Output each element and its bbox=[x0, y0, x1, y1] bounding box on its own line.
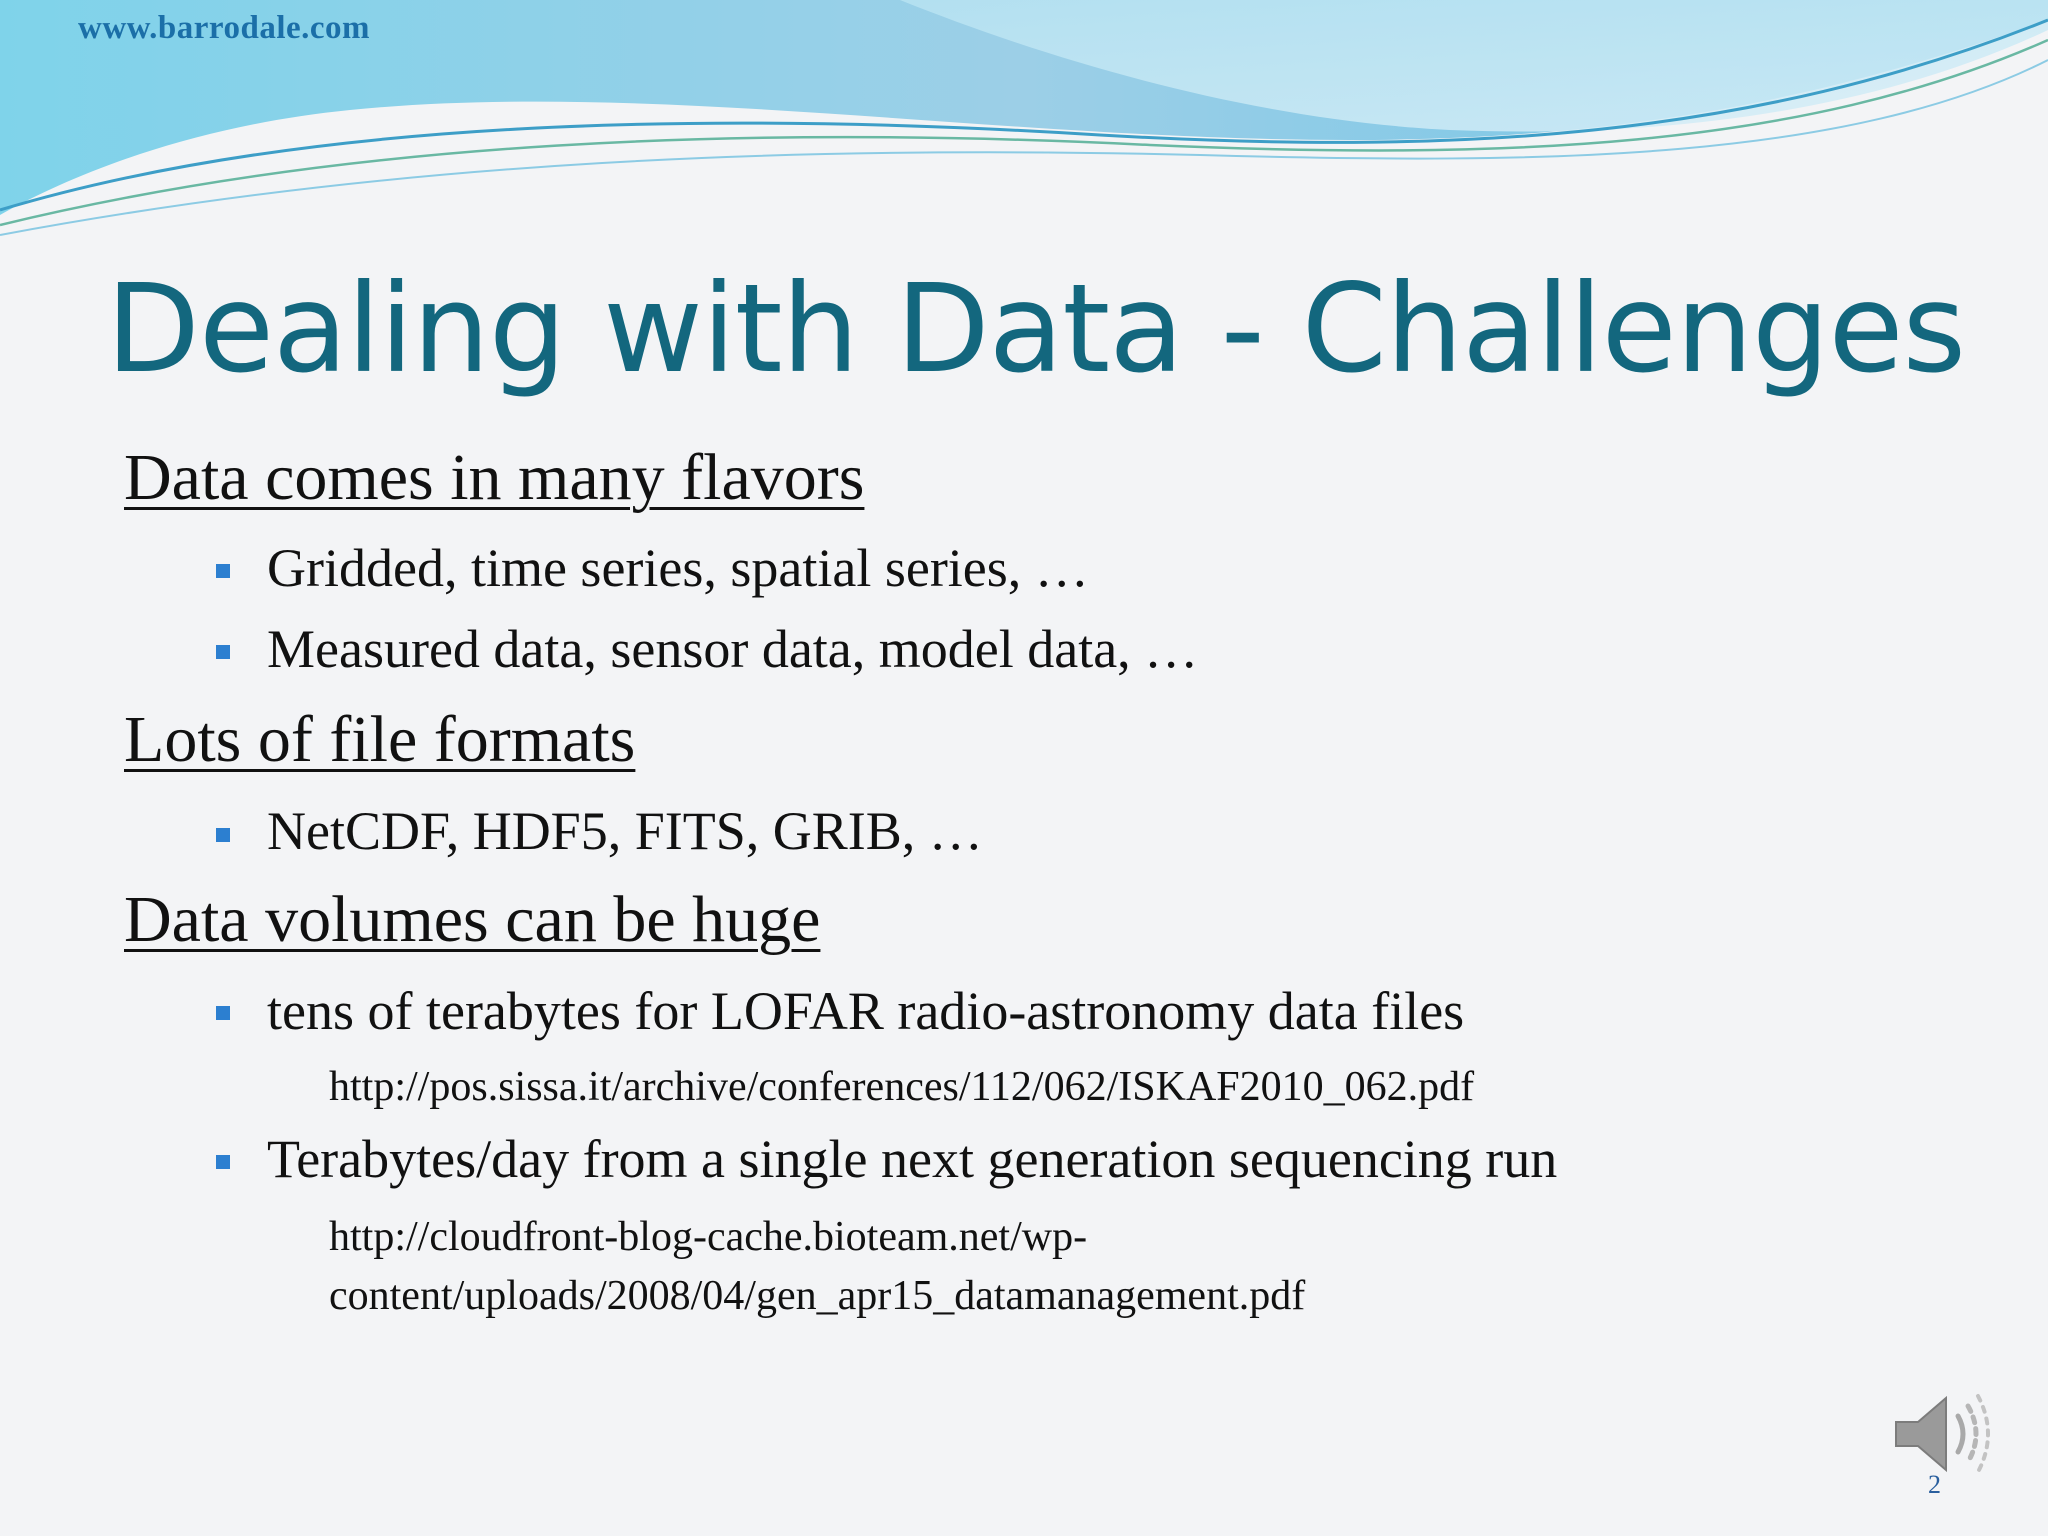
site-url-link[interactable]: www.barrodale.com bbox=[78, 10, 371, 46]
bullet-item: Gridded, time series, spatial series, … bbox=[267, 538, 1089, 598]
reference-link[interactable]: content/uploads/2008/04/gen_apr15_datamanagement.pdf bbox=[329, 1273, 1306, 1319]
reference-link[interactable]: http://pos.sissa.it/archive/conferences/112/062/ISKAF2010_062.pdf bbox=[329, 1064, 1475, 1110]
section-heading-data-volumes: Data volumes can be huge bbox=[124, 883, 821, 956]
square-bullet-icon bbox=[216, 1155, 230, 1169]
page-number: 2 bbox=[1928, 1470, 1941, 1499]
bullet-item: NetCDF, HDF5, FITS, GRIB, … bbox=[267, 801, 983, 861]
reference-link[interactable]: http://cloudfront-blog-cache.bioteam.net/wp- bbox=[329, 1214, 1088, 1260]
speaker-icon[interactable] bbox=[1888, 1382, 2000, 1494]
bullet-item: Terabytes/day from a single next generation sequencing run bbox=[267, 1129, 1558, 1189]
square-bullet-icon bbox=[216, 645, 230, 659]
square-bullet-icon bbox=[216, 564, 230, 578]
square-bullet-icon bbox=[216, 828, 230, 842]
section-heading-data-flavors: Data comes in many flavors bbox=[124, 441, 865, 514]
slide-title: Dealing with Data - Challenges bbox=[106, 258, 1966, 400]
square-bullet-icon bbox=[216, 1006, 230, 1020]
section-heading-file-formats: Lots of file formats bbox=[124, 703, 636, 776]
bullet-item: tens of terabytes for LOFAR radio-astronomy data files bbox=[267, 981, 1465, 1041]
bullet-item: Measured data, sensor data, model data, … bbox=[267, 619, 1199, 679]
